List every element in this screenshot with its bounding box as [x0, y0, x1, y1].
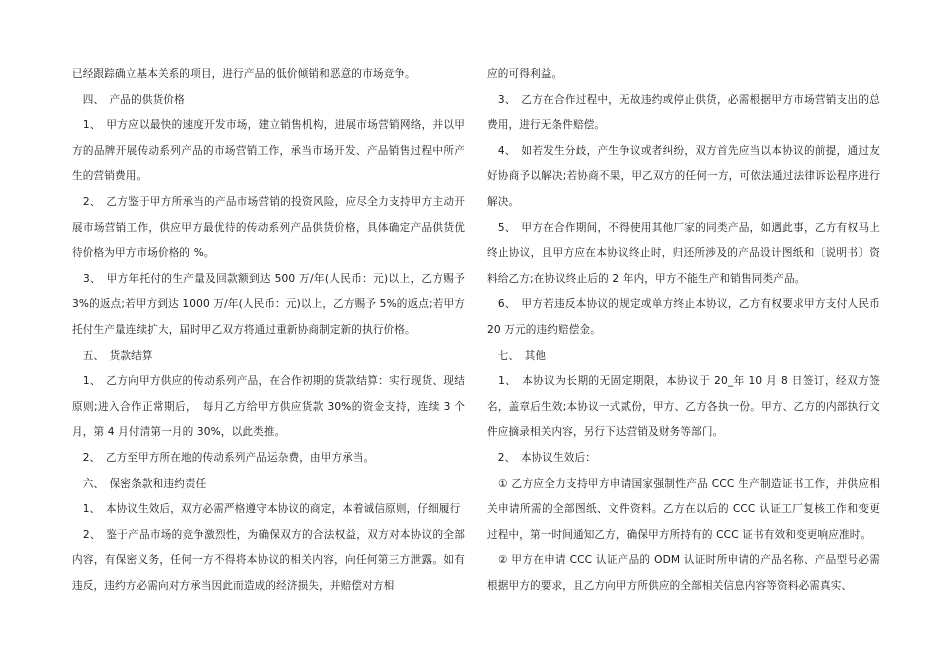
paragraph: 6、 甲方若违反本协议的规定或单方终止本协议，乙方有权要求甲方支付人民币 20 万元的违约赔偿金。 — [487, 298, 880, 336]
paragraph: 已经跟踪确立基本关系的项目，进行产品的低价倾销和恶意的市场竞争。 — [72, 68, 416, 80]
paragraph: 2、 乙方至甲方所在地的传动系列产品运杂费，由甲方承当。 — [72, 451, 375, 464]
paragraph: 2、 本协议生效后： — [487, 451, 597, 464]
section-heading: 七、 其他 — [487, 349, 547, 362]
paragraph: 4、 如若发生分歧，产生争议或者纠纷，双方首先应当以本协议的前提，通过友好协商予以解决;若协商不果，甲乙双方的任何一方，可依法通过法律诉讼程序进行解决。 — [487, 144, 880, 208]
paragraph: ② 甲方在申请 CCC 认证产品的 ODM 认证时所申请的产品名称、产品型号必需根据甲方的要求，且乙方向甲方所供应的全部相关信息内容等资料必需真实、 — [487, 554, 880, 592]
paragraph: 1、 本协议为长期的无固定期限，本协议于 20_年 10 月 8 日签订，经双方签名，盖章后生效;本协议一式贰份，甲方、乙方各执一份。甲方、乙方的内部执行文件应摘录相关内容，另行下达营销及财务等部门。 — [487, 375, 880, 439]
paragraph: 3、 乙方在合作过程中，无故违约或停止供货，必需根据甲方市场营销支出的总费用，进行无条件赔偿。 — [487, 93, 880, 132]
paragraph: 2、 乙方鉴于甲方所承当的产品市场营销的投资风险，应尽全力支持甲方主动开展市场营销工作，供应甲方最优待的传动系列产品供货价格，具体确定产品供货优待价格为甲方市场价格的 %。 — [72, 195, 465, 260]
paragraph: ① 乙方应全力支持甲方申请国家强制性产品 CCC 生产制造证书工作，并供应相关申请所需的全部图纸、文件资料。乙方在以后的 CCC 认证工厂复核工作和变更过程中，第一时间通知乙方，确保甲方所持有的 CCC 证书有效和变更响应准时。 — [487, 477, 880, 541]
section-heading: 四、 产品的供货价格 — [72, 93, 185, 106]
paragraph: 2、 鉴于产品市场的竞争激烈性，为确保双方的合法权益，双方对本协议的全部内容，有保密义务，任何一方不得将本协议的相关内容，向任何第三方泄露。如有违反，违约方必需向对方承当因此而造成的经济损失，并赔偿对方相 — [72, 528, 465, 592]
paragraph: 1、 甲方应以最快的速度开发市场，建立销售机构，进展市场营销网络，并以甲方的品牌开展传动系列产品的市场营销工作，承当市场开发、产品销售过程中所产生的营销费用。 — [72, 119, 465, 183]
left-column — [72, 62, 465, 599]
paragraph: 3、 甲方年托付的生产量及回款额到达 500 万/年(人民币：元)以上，乙方赐予 3%的返点;若甲方到达 1000 万/年(人民币：元)以上，乙方赐予 5%的返点;若甲方托付生产量连续扩大，届时甲乙双方将通过重新协商制定新的执行价格。 — [72, 272, 465, 336]
paragraph: 1、 本协议生效后，双方必需严格遵守本协议的商定，本着诚信原则，仔细履行 — [72, 503, 461, 516]
right-column — [487, 62, 880, 599]
section-heading: 五、 货款结算 — [72, 349, 153, 362]
paragraph: 应的可得利益。 — [487, 68, 563, 80]
paragraph: 1、 乙方向甲方供应的传动系列产品，在合作初期的货款结算：实行现货、现结原则;进入合作正常期后， 每月乙方给甲方供应货款 30%的资金支持，连续 3 个月，第 4 月付清第一月的 30%，以此类推。 — [72, 375, 465, 439]
section-heading: 六、 保密条款和违约责任 — [72, 477, 207, 490]
paragraph: 5、 甲方在合作期间，不得使用其他厂家的同类产品，如遇此事，乙方有权马上终止协议，且甲方应在本协议终止时，归还所涉及的产品设计图纸和〔说明书〕资料给乙方;在协议终止后的 2 年内，甲方不能生产和销售同类产品。 — [487, 221, 880, 285]
